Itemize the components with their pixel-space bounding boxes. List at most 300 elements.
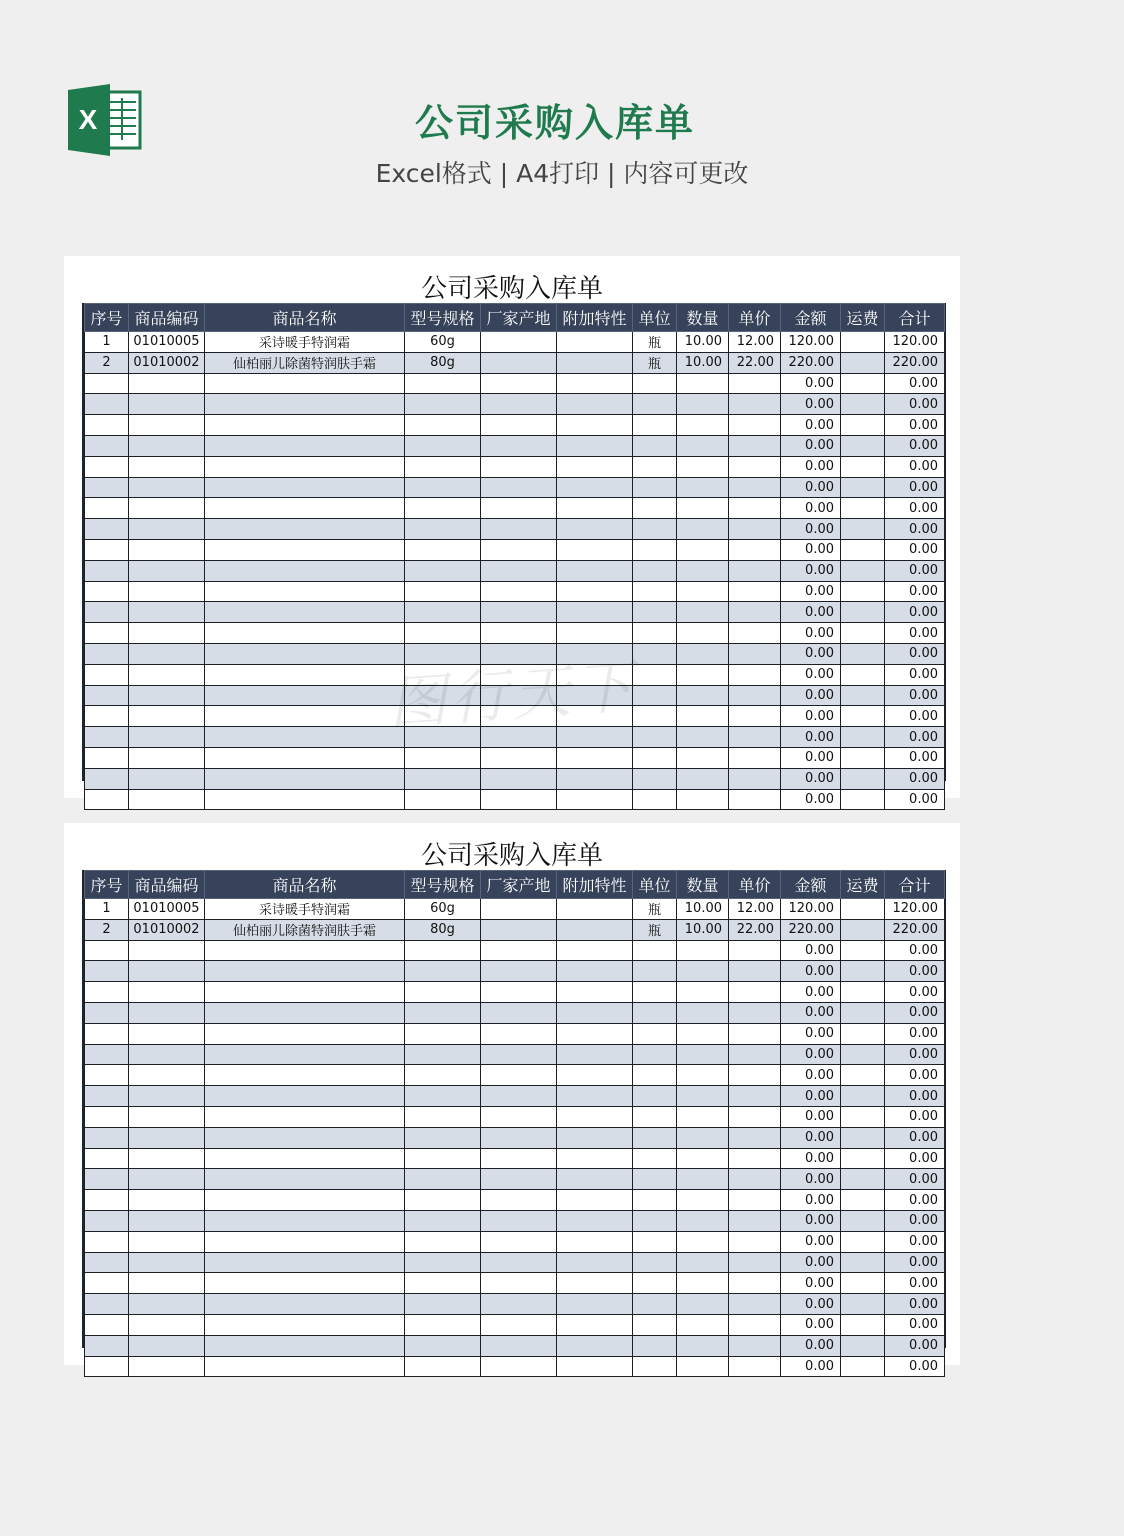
table-cell[interactable] [481,940,557,961]
table-cell[interactable] [129,1127,205,1148]
table-cell[interactable] [129,1065,205,1086]
table-cell[interactable]: 0.00 [885,1127,945,1148]
table-cell[interactable] [405,539,481,560]
table-cell[interactable] [205,1294,405,1315]
table-cell[interactable] [85,982,129,1003]
table-cell[interactable] [677,1252,729,1273]
table-cell[interactable] [729,1335,781,1356]
table-cell[interactable] [205,394,405,415]
table-cell[interactable] [677,1023,729,1044]
table-cell[interactable] [205,643,405,664]
table-cell[interactable] [205,685,405,706]
table-cell[interactable] [405,664,481,685]
table-cell[interactable] [633,1044,677,1065]
table-cell[interactable] [205,940,405,961]
table-cell[interactable] [633,519,677,540]
table-cell[interactable] [85,1148,129,1169]
table-cell[interactable] [405,581,481,602]
table-cell[interactable]: 0.00 [885,768,945,789]
table-cell[interactable] [729,1294,781,1315]
table-cell[interactable] [557,456,633,477]
table-cell[interactable] [729,394,781,415]
table-cell[interactable]: 瓶 [633,899,677,920]
table-cell[interactable] [729,373,781,394]
table-cell[interactable]: 0.00 [885,1106,945,1127]
table-cell[interactable] [129,1086,205,1107]
table-cell[interactable] [677,477,729,498]
table-cell[interactable] [85,940,129,961]
table-cell[interactable] [841,1190,885,1211]
table-cell[interactable] [481,1252,557,1273]
table-cell[interactable] [205,456,405,477]
table-cell[interactable] [405,477,481,498]
table-cell[interactable]: 01010002 [129,352,205,373]
table-cell[interactable] [677,1356,729,1377]
table-cell[interactable]: 0.00 [885,940,945,961]
table-cell[interactable] [129,747,205,768]
table-cell[interactable] [729,477,781,498]
table-cell[interactable] [481,623,557,644]
table-cell[interactable] [841,1273,885,1294]
table-cell[interactable] [633,1231,677,1252]
table-cell[interactable] [129,1335,205,1356]
table-cell[interactable] [633,1314,677,1335]
table-cell[interactable] [129,519,205,540]
table-cell[interactable] [677,1086,729,1107]
table-cell[interactable] [85,1314,129,1335]
table-cell[interactable]: 01010005 [129,899,205,920]
table-cell[interactable] [129,477,205,498]
table-cell[interactable] [85,789,129,810]
table-cell[interactable] [405,560,481,581]
table-cell[interactable] [633,435,677,456]
table-cell[interactable]: 0.00 [781,394,841,415]
table-cell[interactable]: 0.00 [885,1335,945,1356]
table-cell[interactable] [481,919,557,940]
table-cell[interactable] [405,1106,481,1127]
table-cell[interactable]: 0.00 [885,685,945,706]
table-cell[interactable] [729,1106,781,1127]
table-cell[interactable]: 0.00 [781,1065,841,1086]
table-cell[interactable] [677,539,729,560]
table-cell[interactable]: 0.00 [885,982,945,1003]
table-cell[interactable] [633,768,677,789]
table-cell[interactable]: 0.00 [885,1273,945,1294]
table-cell[interactable] [85,456,129,477]
table-cell[interactable] [633,373,677,394]
table-cell[interactable] [481,1127,557,1148]
table-cell[interactable]: 0.00 [885,1148,945,1169]
table-cell[interactable] [129,727,205,748]
table-cell[interactable] [129,1294,205,1315]
table-cell[interactable] [841,477,885,498]
table-cell[interactable]: 0.00 [781,1044,841,1065]
table-cell[interactable]: 0.00 [781,1314,841,1335]
table-cell[interactable] [677,415,729,436]
table-cell[interactable] [481,435,557,456]
table-cell[interactable] [129,1252,205,1273]
table-cell[interactable] [841,664,885,685]
table-cell[interactable] [557,899,633,920]
table-cell[interactable] [729,685,781,706]
table-cell[interactable] [633,1002,677,1023]
table-cell[interactable] [129,1148,205,1169]
table-cell[interactable] [841,456,885,477]
table-cell[interactable] [841,1044,885,1065]
table-cell[interactable] [205,1273,405,1294]
table-cell[interactable] [633,1023,677,1044]
table-cell[interactable]: 0.00 [885,519,945,540]
table-cell[interactable] [841,768,885,789]
table-cell[interactable] [557,1314,633,1335]
table-cell[interactable] [557,768,633,789]
table-cell[interactable] [481,961,557,982]
table-cell[interactable]: 0.00 [885,1002,945,1023]
table-cell[interactable] [129,602,205,623]
table-cell[interactable]: 0.00 [781,415,841,436]
table-cell[interactable]: 0.00 [885,727,945,748]
table-cell[interactable] [85,560,129,581]
table-cell[interactable] [633,789,677,810]
table-cell[interactable] [841,1148,885,1169]
table-cell[interactable]: 0.00 [885,539,945,560]
table-cell[interactable] [633,1065,677,1086]
table-cell[interactable] [729,1127,781,1148]
table-cell[interactable] [129,456,205,477]
table-cell[interactable] [677,1314,729,1335]
table-cell[interactable] [405,1210,481,1231]
table-cell[interactable] [85,747,129,768]
table-cell[interactable] [405,789,481,810]
table-cell[interactable] [677,643,729,664]
table-cell[interactable] [129,1231,205,1252]
table-cell[interactable] [633,498,677,519]
table-cell[interactable] [677,1002,729,1023]
table-cell[interactable] [557,1210,633,1231]
table-cell[interactable] [633,727,677,748]
table-cell[interactable] [405,727,481,748]
table-cell[interactable]: 仙柏丽儿除菌特润肤手霜 [205,919,405,940]
table-cell[interactable] [481,1314,557,1335]
table-cell[interactable] [405,456,481,477]
table-cell[interactable]: 0.00 [885,415,945,436]
table-cell[interactable] [841,1106,885,1127]
table-cell[interactable] [633,643,677,664]
table-cell[interactable] [677,1273,729,1294]
table-cell[interactable] [129,560,205,581]
table-cell[interactable] [677,560,729,581]
table-cell[interactable] [481,394,557,415]
table-cell[interactable] [841,539,885,560]
table-cell[interactable] [129,623,205,644]
table-cell[interactable] [729,1086,781,1107]
table-cell[interactable] [481,352,557,373]
table-cell[interactable] [405,1169,481,1190]
table-cell[interactable] [841,1314,885,1335]
table-cell[interactable]: 0.00 [781,1169,841,1190]
table-cell[interactable] [129,1273,205,1294]
table-cell[interactable] [557,602,633,623]
table-cell[interactable] [557,643,633,664]
table-cell[interactable] [129,1314,205,1335]
table-cell[interactable]: 0.00 [781,982,841,1003]
table-cell[interactable] [729,1169,781,1190]
table-cell[interactable] [405,373,481,394]
table-cell[interactable] [129,768,205,789]
table-cell[interactable] [405,1231,481,1252]
table-cell[interactable] [677,706,729,727]
table-cell[interactable] [481,727,557,748]
table-cell[interactable] [729,1023,781,1044]
table-cell[interactable]: 60g [405,899,481,920]
table-cell[interactable]: 0.00 [885,1356,945,1377]
table-cell[interactable] [481,1148,557,1169]
table-cell[interactable]: 120.00 [885,899,945,920]
table-cell[interactable] [729,1210,781,1231]
table-cell[interactable]: 0.00 [781,581,841,602]
table-cell[interactable]: 0.00 [885,373,945,394]
table-cell[interactable]: 0.00 [781,1002,841,1023]
table-cell[interactable]: 0.00 [781,961,841,982]
table-cell[interactable] [405,1273,481,1294]
table-cell[interactable] [405,961,481,982]
table-cell[interactable] [129,498,205,519]
table-cell[interactable]: 0.00 [885,602,945,623]
table-cell[interactable] [557,1106,633,1127]
table-cell[interactable] [405,1086,481,1107]
table-cell[interactable] [405,643,481,664]
table-cell[interactable]: 0.00 [781,435,841,456]
table-cell[interactable] [205,435,405,456]
table-cell[interactable]: 10.00 [677,352,729,373]
table-cell[interactable] [205,1356,405,1377]
table-cell[interactable] [85,1210,129,1231]
table-cell[interactable] [841,919,885,940]
table-cell[interactable] [677,1044,729,1065]
table-cell[interactable] [129,982,205,1003]
table-cell[interactable] [129,643,205,664]
table-cell[interactable]: 120.00 [781,899,841,920]
table-cell[interactable] [205,1106,405,1127]
table-cell[interactable] [481,982,557,1003]
table-cell[interactable] [729,1002,781,1023]
table-cell[interactable] [85,1252,129,1273]
table-cell[interactable] [729,961,781,982]
table-cell[interactable] [633,1148,677,1169]
table-cell[interactable] [85,539,129,560]
table-cell[interactable] [129,1044,205,1065]
table-cell[interactable] [85,373,129,394]
table-cell[interactable] [841,1127,885,1148]
table-cell[interactable] [85,498,129,519]
table-cell[interactable]: 0.00 [885,1231,945,1252]
table-cell[interactable] [481,664,557,685]
table-cell[interactable]: 0.00 [885,456,945,477]
table-cell[interactable] [481,332,557,353]
table-cell[interactable] [841,747,885,768]
table-cell[interactable] [205,1335,405,1356]
table-cell[interactable] [129,581,205,602]
table-cell[interactable] [729,643,781,664]
table-cell[interactable] [841,394,885,415]
table-cell[interactable] [205,602,405,623]
table-cell[interactable]: 采诗暖手特润霜 [205,332,405,353]
table-cell[interactable] [729,706,781,727]
table-cell[interactable] [85,519,129,540]
table-cell[interactable]: 0.00 [781,1210,841,1231]
table-cell[interactable] [205,1065,405,1086]
table-cell[interactable] [481,747,557,768]
table-cell[interactable] [481,1086,557,1107]
table-cell[interactable] [205,1127,405,1148]
table-cell[interactable] [129,539,205,560]
table-cell[interactable] [729,1356,781,1377]
table-cell[interactable] [405,602,481,623]
table-cell[interactable] [129,1210,205,1231]
table-cell[interactable] [729,1190,781,1211]
table-cell[interactable] [405,768,481,789]
table-cell[interactable] [405,1148,481,1169]
table-cell[interactable] [677,1335,729,1356]
table-cell[interactable]: 220.00 [885,352,945,373]
table-cell[interactable] [205,373,405,394]
table-cell[interactable] [557,560,633,581]
table-cell[interactable]: 0.00 [781,623,841,644]
table-cell[interactable] [677,768,729,789]
table-cell[interactable] [633,1086,677,1107]
table-cell[interactable] [205,1086,405,1107]
table-cell[interactable] [633,415,677,436]
table-cell[interactable] [633,961,677,982]
table-cell[interactable] [557,1231,633,1252]
table-cell[interactable] [129,1106,205,1127]
table-cell[interactable]: 0.00 [781,519,841,540]
table-cell[interactable]: 01010005 [129,332,205,353]
table-cell[interactable] [841,1169,885,1190]
table-cell[interactable] [85,643,129,664]
table-cell[interactable] [85,706,129,727]
table-cell[interactable]: 0.00 [781,1335,841,1356]
table-cell[interactable] [557,394,633,415]
table-cell[interactable]: 10.00 [677,899,729,920]
table-cell[interactable]: 瓶 [633,352,677,373]
table-cell[interactable] [841,498,885,519]
table-cell[interactable] [729,456,781,477]
table-cell[interactable]: 0.00 [885,643,945,664]
table-cell[interactable]: 0.00 [781,768,841,789]
table-cell[interactable] [85,768,129,789]
table-cell[interactable]: 0.00 [781,498,841,519]
table-cell[interactable] [677,1148,729,1169]
table-cell[interactable] [633,1106,677,1127]
table-cell[interactable] [841,789,885,810]
table-cell[interactable] [841,415,885,436]
table-cell[interactable]: 0.00 [781,602,841,623]
table-cell[interactable] [677,1190,729,1211]
table-cell[interactable] [557,1294,633,1315]
table-cell[interactable] [481,1044,557,1065]
table-cell[interactable] [481,1190,557,1211]
table-cell[interactable] [205,581,405,602]
table-cell[interactable] [205,1231,405,1252]
table-cell[interactable]: 0.00 [885,498,945,519]
table-cell[interactable] [481,498,557,519]
table-cell[interactable] [557,982,633,1003]
table-cell[interactable] [481,560,557,581]
table-cell[interactable] [841,940,885,961]
table-cell[interactable] [405,1190,481,1211]
table-cell[interactable] [841,581,885,602]
table-cell[interactable] [557,1065,633,1086]
table-cell[interactable] [205,1023,405,1044]
table-cell[interactable] [677,685,729,706]
table-cell[interactable] [481,768,557,789]
table-cell[interactable] [557,747,633,768]
table-cell[interactable]: 0.00 [885,1169,945,1190]
table-cell[interactable] [405,706,481,727]
table-cell[interactable]: 60g [405,332,481,353]
table-cell[interactable]: 0.00 [885,394,945,415]
table-cell[interactable] [481,899,557,920]
table-cell[interactable] [677,435,729,456]
table-cell[interactable] [729,519,781,540]
table-cell[interactable]: 0.00 [885,581,945,602]
table-cell[interactable]: 0.00 [781,1273,841,1294]
table-cell[interactable]: 0.00 [781,664,841,685]
table-cell[interactable] [85,1273,129,1294]
table-cell[interactable]: 采诗暖手特润霜 [205,899,405,920]
table-cell[interactable] [633,623,677,644]
table-cell[interactable]: 10.00 [677,919,729,940]
table-cell[interactable] [85,685,129,706]
table-cell[interactable] [633,602,677,623]
table-cell[interactable] [405,940,481,961]
table-cell[interactable] [205,664,405,685]
table-cell[interactable] [633,706,677,727]
table-cell[interactable] [481,456,557,477]
table-cell[interactable] [557,435,633,456]
table-cell[interactable] [677,940,729,961]
table-cell[interactable] [729,623,781,644]
table-cell[interactable]: 0.00 [885,1044,945,1065]
table-cell[interactable] [841,1002,885,1023]
table-cell[interactable]: 2 [85,919,129,940]
table-cell[interactable] [557,1023,633,1044]
table-cell[interactable] [729,727,781,748]
table-cell[interactable] [677,982,729,1003]
table-cell[interactable] [405,747,481,768]
table-cell[interactable] [129,961,205,982]
table-cell[interactable] [841,706,885,727]
table-cell[interactable] [677,581,729,602]
table-cell[interactable] [481,1065,557,1086]
table-cell[interactable]: 0.00 [885,1210,945,1231]
table-cell[interactable] [557,706,633,727]
table-cell[interactable] [205,1002,405,1023]
table-cell[interactable]: 0.00 [781,477,841,498]
table-cell[interactable] [205,727,405,748]
table-cell[interactable] [405,519,481,540]
table-cell[interactable] [677,602,729,623]
table-cell[interactable] [841,1086,885,1107]
table-cell[interactable] [481,1106,557,1127]
table-cell[interactable] [557,415,633,436]
table-cell[interactable]: 12.00 [729,899,781,920]
table-cell[interactable] [557,498,633,519]
table-cell[interactable] [729,1065,781,1086]
table-cell[interactable] [633,1252,677,1273]
table-cell[interactable] [633,560,677,581]
